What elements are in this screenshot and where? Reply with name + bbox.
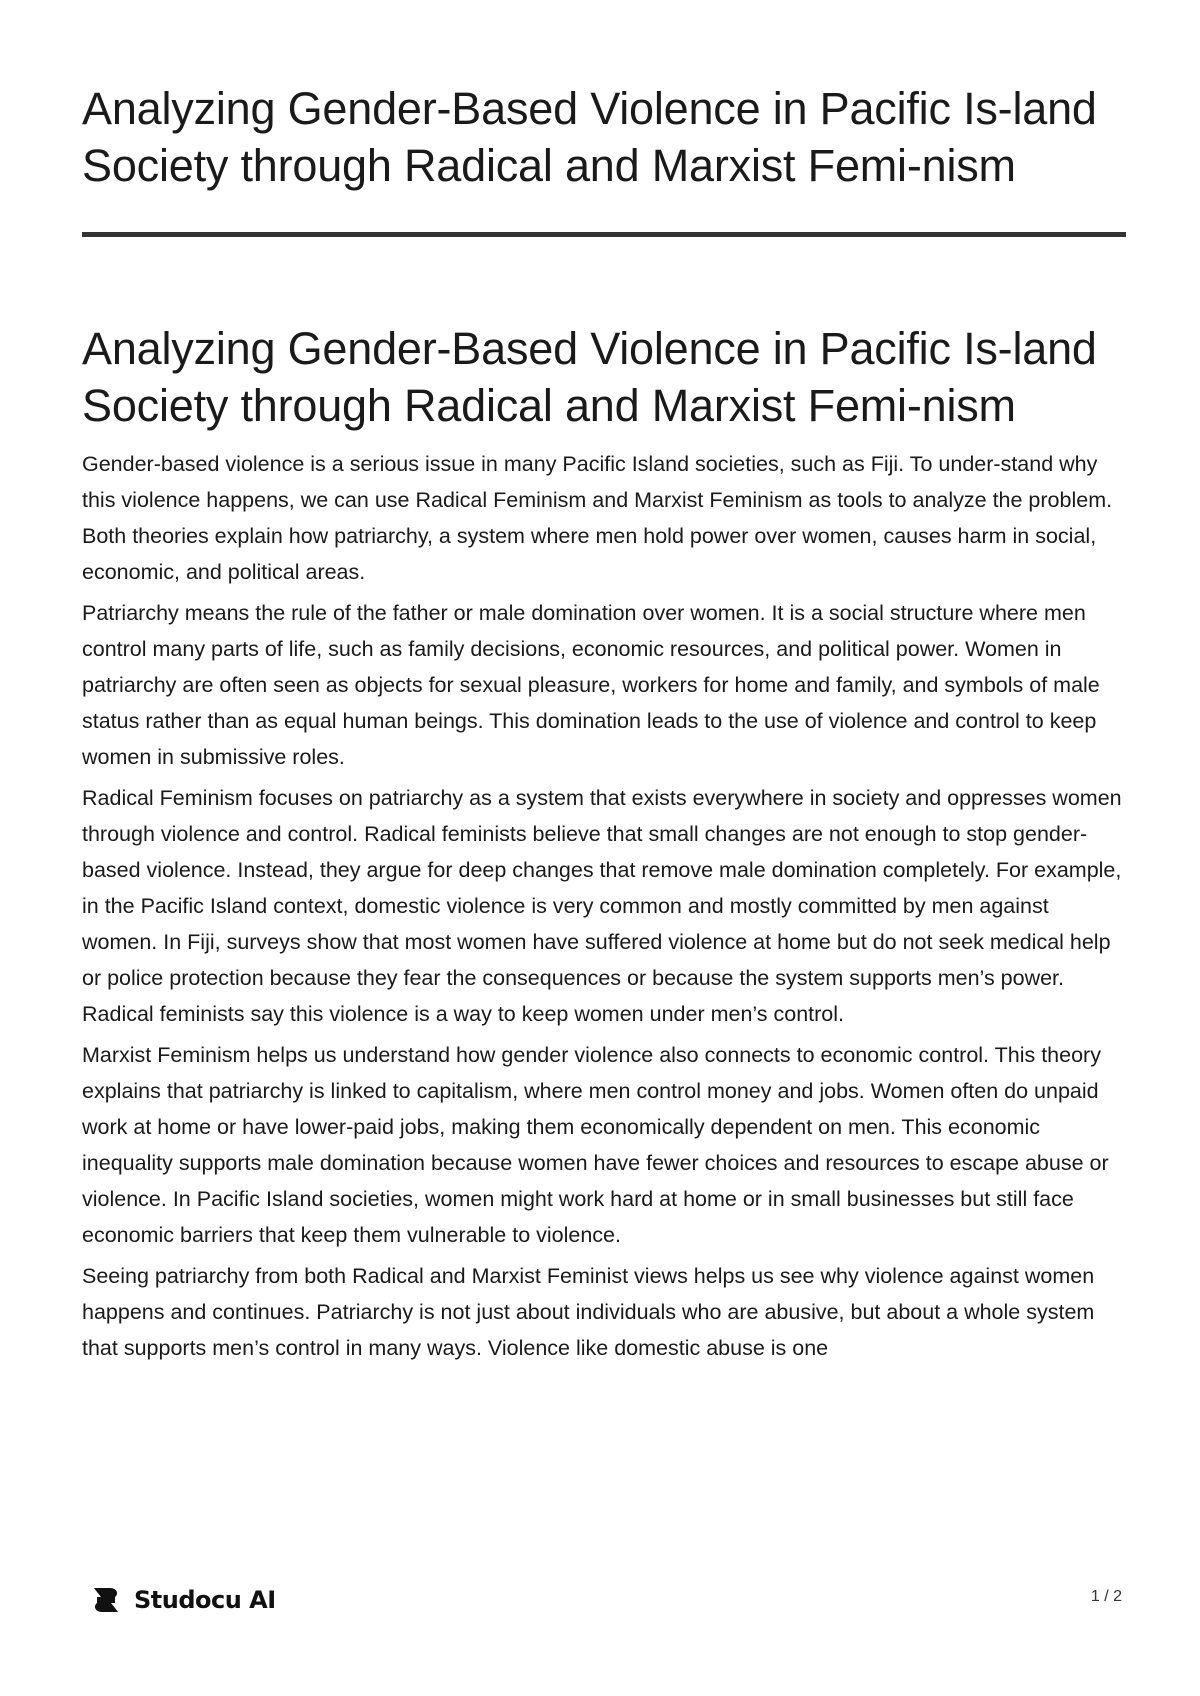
paragraph: Seeing patriarchy from both Radical and Marxist Feminist views helps us see why violence against women happens and continues. Patriarchy is not just about individuals who are abusive, but about a whole system that supports men’s control in many ways. Violence like domestic abuse is one xyxy=(82,1264,1095,1360)
section-body xyxy=(82,446,1126,1366)
document-page xyxy=(82,0,1126,1371)
page-number: 1 / 2 xyxy=(1090,1588,1122,1605)
section-heading: Analyzing Gender-Based Violence in Pacific Is-land Society through Radical and Marxist Femi-nism xyxy=(82,323,1097,431)
page-footer xyxy=(82,1580,1126,1620)
paragraph: Marxist Feminism helps us understand how gender violence also connects to economic control. This theory explains that patriarchy is linked to capitalism, where men control money and jobs. Women often do unpaid work at home or have lower-paid jobs, making them economically dependent on men. This economic inequality supports male domination because women have fewer choices and resources to escape abuse or violence. In Pacific Island societies, women might work hard at home or in small businesses but still face economic barriers that keep them vulnerable to violence. xyxy=(82,1043,1109,1247)
studocu-logo-icon xyxy=(88,1582,124,1618)
brand-logo[interactable] xyxy=(88,1582,276,1618)
paragraph: Radical Feminism focuses on patriarchy as a system that exists everywhere in society and oppresses women through violence and control. Radical feminists believe that small changes are not enough to stop gender-based violence. Instead, they argue for deep changes that remove male domination completely. For example, in the Pacific Island context, domestic violence is very common and mostly committed by men against women. In Fiji, surveys show that most women have suffered violence at home but do not seek medical help or police protection because they fear the consequences or because the system supports men’s power. Radical feminists say this violence is a way to keep women under men’s control. xyxy=(82,786,1122,1026)
brand-name: Studocu AI xyxy=(134,1586,276,1614)
document-title: Analyzing Gender-Based Violence in Pacific Is-land Society through Radical and Marxist Femi-nism xyxy=(82,83,1097,191)
paragraph: Gender-based violence is a serious issue in many Pacific Island societies, such as Fiji. To under-stand why this violence happens, we can use Radical Feminism and Marxist Feminism as tools to analyze the problem. Both theories explain how patriarchy, a system where men hold power over women, causes harm in social, economic, and political areas. xyxy=(82,452,1113,584)
title-divider xyxy=(82,232,1126,237)
paragraph: Patriarchy means the rule of the father or male domination over women. It is a social structure where men control many parts of life, such as family decisions, economic resources, and political power. Women in patriarchy are often seen as objects for sexual pleasure, workers for home and family, and symbols of male status rather than as equal human beings. This domination leads to the use of violence and control to keep women in submissive roles. xyxy=(82,601,1100,769)
